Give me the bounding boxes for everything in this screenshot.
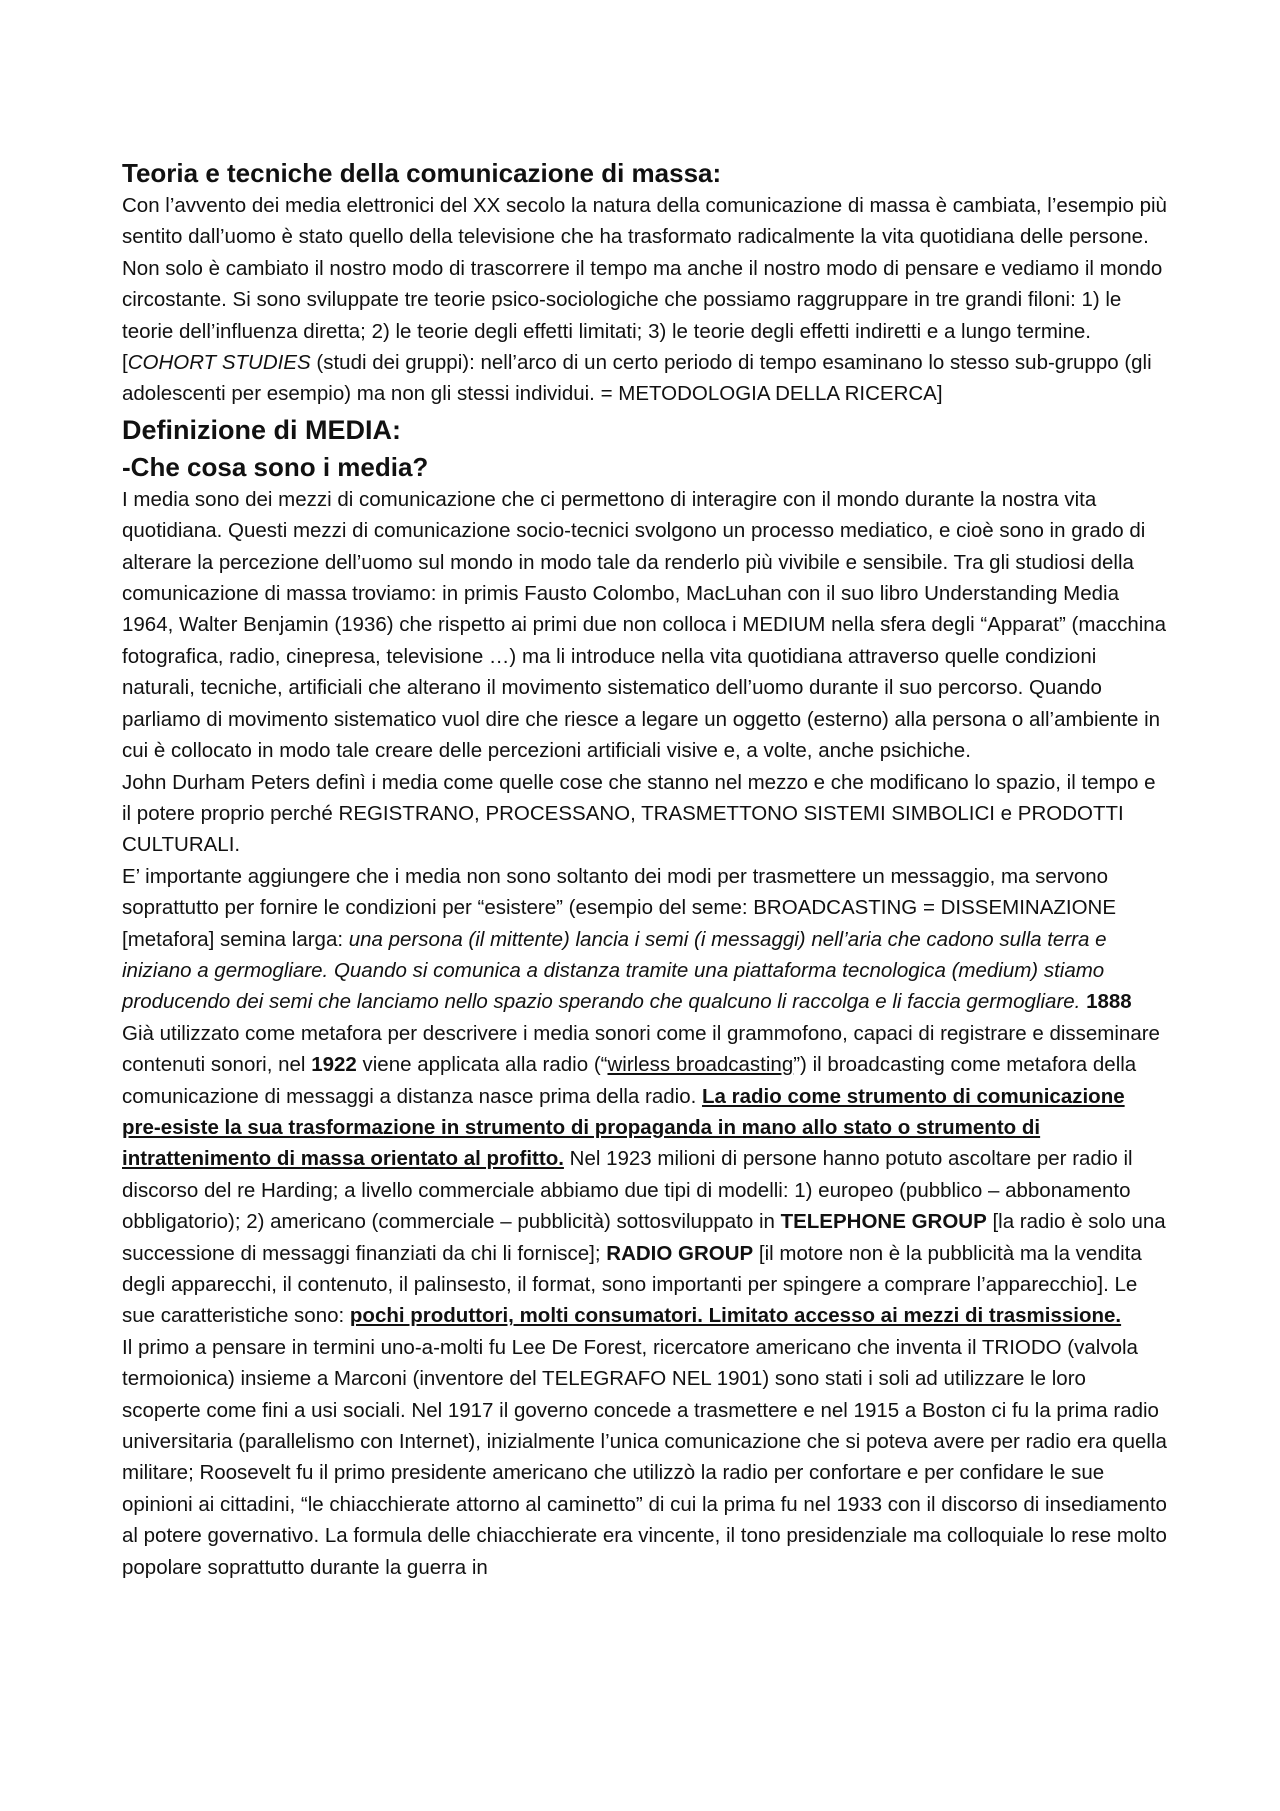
- cohort-studies-paragraph: [122, 347, 1167, 410]
- characteristics-statement: pochi produttori, molti consumatori. Limitato accesso ai mezzi di trasmissione.: [349, 1304, 1122, 1328]
- cohort-studies-term: COHORT STUDIES: [127, 351, 311, 375]
- seed-metaphor-italic: una persona (il mittente) lancia i semi (i messaggi) nell’aria che cadono sulla terra e iniziano a germogliare. Quando si comunica a distanza tramite una piattaforma tecnologica (medium) stiamo producendo dei semi che lanciamo nello spazio sperando che qualcuno li raccolga e li faccia germogliare.: [122, 927, 1107, 1014]
- broadcasting-text-7: [il motore non è la pubblicità ma la vendita degli apparecchi, il contenuto, il palinsesto, il format, sono importanti per spingere a comprare l’apparecchio]. Le sue caratteristiche sono:: [122, 1241, 1142, 1328]
- intro-paragraph: Con l’avvento dei media elettronici del XX secolo la natura della comunicazione di massa è cambiata, l’esempio più sentito dall’uomo è stato quello della televisione che ha trasformato radicalmente la vita quotidiana delle persone. Non solo è cambiato il nostro modo di trascorrere il tempo ma anche il nostro modo di pensare e vediamo il mondo circostante. Si sono sviluppate tre teorie psico-sociologiche che possiamo raggruppare in tre grandi filoni: 1) le teorie dell’influenza diretta; 2) le teorie degli effetti limitati; 3) le teorie degli effetti indiretti e a lungo termine.: [122, 194, 1167, 343]
- broadcasting-paragraph: [122, 861, 1167, 1332]
- document-title: Teoria e tecniche della comunicazione di massa:: [122, 158, 722, 188]
- broadcasting-text-5: Nel 1923 milioni di persone hanno potuto ascoltare per radio il discorso del re Harding; a livello commerciale abbiamo due tipi di modelli: 1) europeo (pubblico – abbonamento obbligatorio); 2) americano (commerciale – pubblicità) sottosviluppato in: [122, 1147, 1133, 1234]
- broadcasting-text-6: [la radio è solo una successione di messaggi finanziati da chi li fornisce];: [122, 1210, 1166, 1265]
- cohort-studies-text: (studi dei gruppi): nell’arco di un certo periodo di tempo esaminano lo stesso sub-gruppo (gli adolescenti per esempio) ma non gli stessi individui. = METODOLOGIA DELLA RICERCA]: [122, 351, 1152, 406]
- deforest-paragraph: Il primo a pensare in termini uno-a-molti fu Lee De Forest, ricercatore americano che inventa il TRIODO (valvola termoionica) insieme a Marconi (inventore del TELEGRAFO NEL 1901) sono stati i soli ad utilizzare le loro scoperte come fini a usi sociali. Nel 1917 il governo concede a trasmettere e nel 1915 a Boston ci fu la prima radio universitaria (parallelismo con Internet), inizialmente l’unica comunicazione che si poteva avere per radio era quella militare; Roosevelt fu il primo presidente americano che utilizzò la radio per confortare e per confidare le sue opinioni ai cittadini, “le chiacchierate attorno al caminetto” di cui la prima fu nel 1933 con il discorso di insediamento al potere governativo. La formula delle chiacchierate era vincente, il tono presidenziale ma colloquiale lo rese molto popolare soprattutto durante la guerra in: [122, 1335, 1167, 1579]
- section-heading-media-definition: Definizione di MEDIA:: [122, 414, 401, 445]
- broadcasting-text-3: viene applicata alla radio (“: [356, 1053, 608, 1077]
- radio-propaganda-statement: La radio come strumento di comunicazione pre-esiste la sua trasformazione in strumento di propaganda in mano allo stato o strumento di intrattenimento di massa orientato al profitto.: [122, 1084, 1125, 1171]
- peters-paragraph: John Durham Peters definì i media come quelle cose che stanno nel mezzo e che modificano lo spazio, il tempo e il potere proprio perché REGISTRANO, PROCESSANO, TRASMETTONO SISTEMI SIMBOLICI e PRODOTTI CULTURALI.: [122, 770, 1156, 857]
- telephone-group-term: TELEPHONE GROUP: [780, 1210, 987, 1234]
- year-1888: 1888: [1086, 990, 1132, 1014]
- wirless-broadcasting-term: wirless broadcasting: [607, 1053, 794, 1077]
- document-page: [122, 156, 1167, 1583]
- radio-group-term: RADIO GROUP: [606, 1241, 754, 1265]
- broadcasting-text-2: Già utilizzato come metafora per descrivere i media sonori come il grammofono, capaci di registrare e disseminare contenuti sonori, nel: [122, 1021, 1160, 1077]
- broadcasting-text-1: E’ importante aggiungere che i media non sono soltanto dei modi per trasmettere un messaggio, ma servono soprattutto per fornire le condizioni per “esistere” (esempio del seme: BROADCASTING = DISSEMINAZIONE [metafora] semina larga:: [122, 864, 1117, 951]
- question-text: Che cosa sono i media?: [130, 451, 429, 482]
- question-dash: -: [122, 451, 131, 482]
- media-definition-paragraph: I media sono dei mezzi di comunicazione che ci permettono di interagire con il mondo durante la nostra vita quotidiana. Questi mezzi di comunicazione socio-tecnici svolgono un processo mediatico, e cioè sono in grado di alterare la percezione dell’uomo sul mondo in modo tale da renderlo più vivibile e sensibile. Tra gli studiosi della comunicazione di massa troviamo: in primis Fausto Colombo, MacLuhan con il suo libro Understanding Media 1964, Walter Benjamin (1936) che rispetto ai primi due non colloca i MEDIUM nella sfera degli “Apparat” (macchina fotografica, radio, cinepresa, televisione …) ma li introduce nella vita quotidiana attraverso quelle condizioni naturali, tecniche, artificiali che alterano il movimento sistematico dell’uomo durante il suo percorso. Quando parliamo di movimento sistematico vuol dire che riesce a legare un oggetto (esterno) alla persona o all’ambiente in cui è collocato in modo tale creare delle percezioni artificiali visive e, a volte, anche psichiche.: [122, 487, 1167, 763]
- year-1922: 1922: [311, 1053, 357, 1077]
- cohort-open-bracket: [: [122, 351, 128, 375]
- question-heading: [122, 450, 1167, 484]
- broadcasting-text-4: ”) il broadcasting come metafora della comunicazione di messaggi a distanza nasce prima della radio.: [122, 1053, 1137, 1108]
